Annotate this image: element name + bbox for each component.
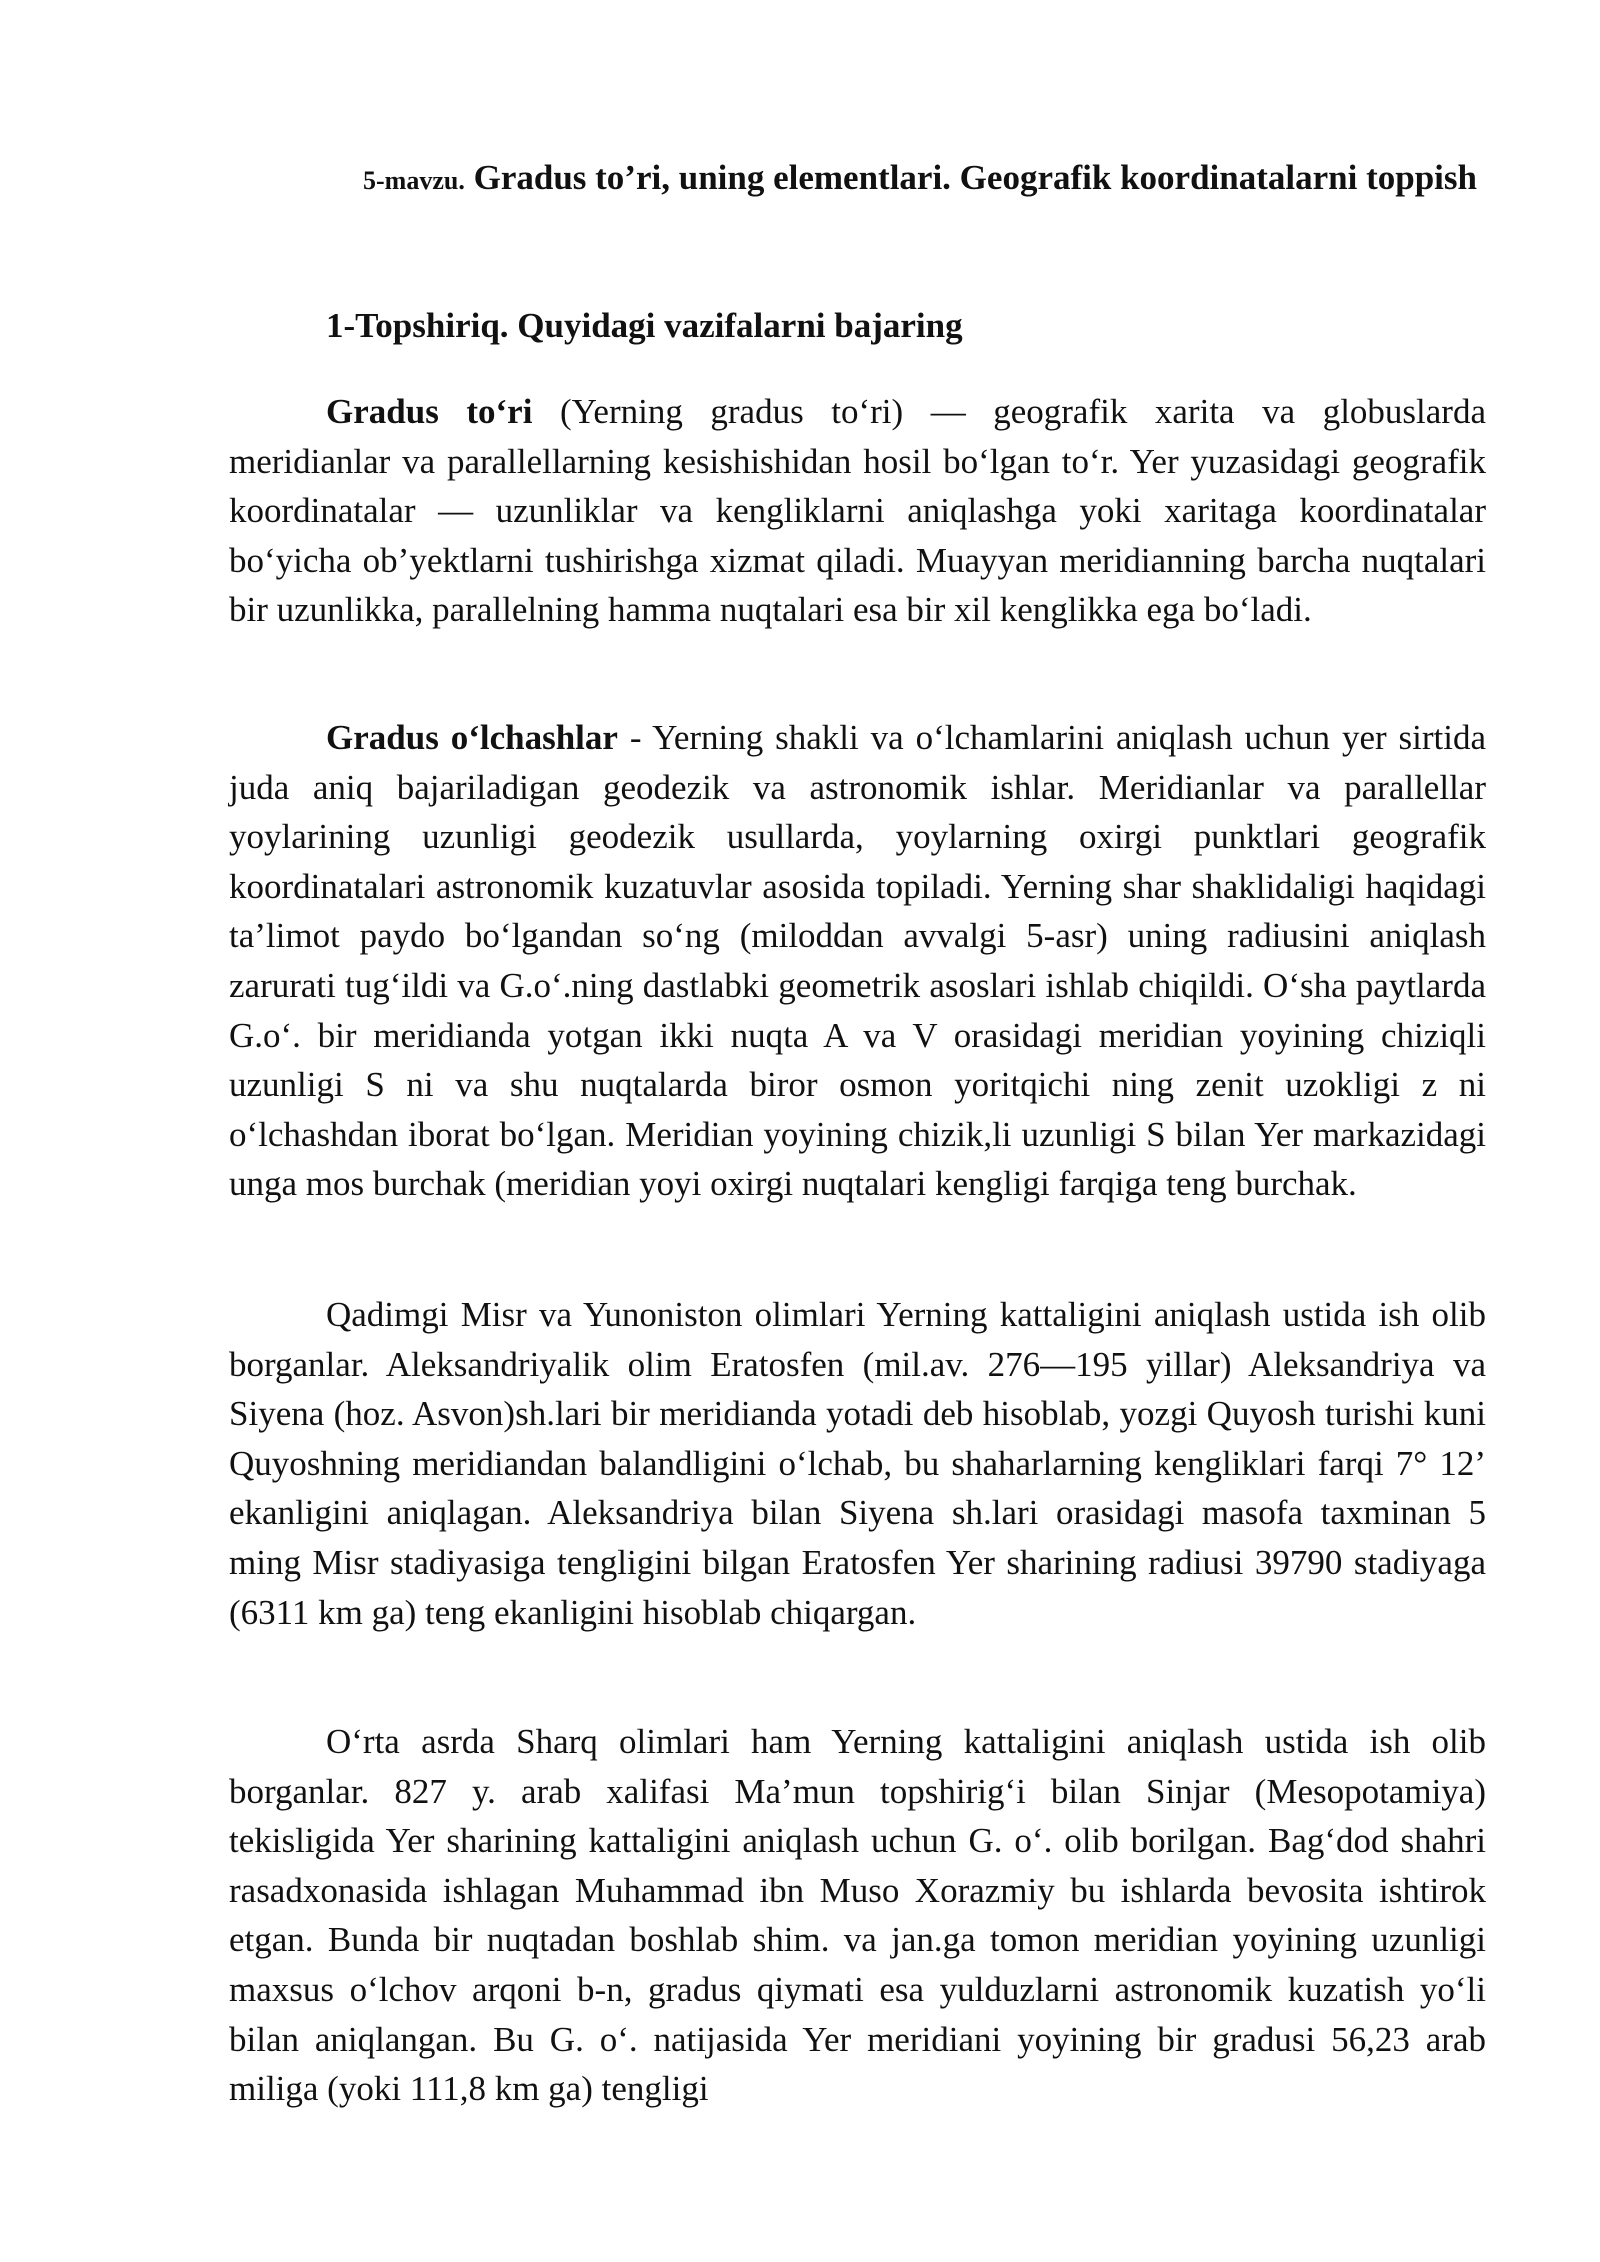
title-prefix: 5-mavzu.	[363, 166, 465, 195]
paragraph-qadimgi-misr	[229, 1290, 1486, 1637]
paragraph-text: - Yerning shakli va o‘lchamlarini aniqlash uchun yer sirtida juda aniq bajariladigan geodezik va astronomik ishlar. Meridianlar va parallellar yoylarining uzunligi geodezik usullarda, yoylarning oxirgi punktlari geografik koordinatalari astronomik kuzatuvlar asosida topiladi. Yerning shar shaklidaligi haqidagi ta’limot paydo bo‘lgandan so‘ng (miloddan avvalgi 5-asr) uning radiusini aniqlash zarurati tug‘ildi va G.o‘.ning dastlabki geometrik asoslari ishlab chiqildi. O‘sha paytlarda G.o‘. bir meridianda yotgan ikki nuqta A va V orasidagi meridian yoyining chiziqli uzunligi S ni va shu nuqtalarda biror osmon yoritqichi ning zenit uzokligi z ni o‘lchashdan iborat bo‘lgan. Meridian yoyining chizik,li uzunligi S bilan Yer markazidagi unga mos burchak (meridian yoyi oxirgi nuqtalari kengligi farqiga teng burchak.	[229, 718, 1487, 1204]
paragraph-gradus-tori	[229, 387, 1486, 635]
paragraph-term: Gradus to‘ri	[326, 392, 533, 431]
task-heading: 1-Topshiriq. Quyidagi vazifalarni bajaring	[326, 306, 963, 345]
paragraph-gradus-olchashlar	[229, 713, 1486, 1209]
document-title	[360, 150, 1480, 209]
paragraph-text: O‘rta asrda Sharq olimlari ham Yerning kattaligini aniqlash ustida ish olib borganlar. 827 y. arab xalifasi Ma’mun topshirig‘i bilan Sinjar (Mesopotamiya) tekisligida Yer sharining kattaligini aniqlash uchun G. o‘. olib borilgan. Bag‘dod shahri rasadxonasida ishlagan Muhammad ibn Muso Xorazmiy bu ishlarda bevosita ishtirok etgan. Bunda bir nuqtadan boshlab shim. va jan.ga tomon meridian yoyining uzunligi maxsus o‘lchov arqoni b-n, gradus qiymati esa yulduzlarni astronomik kuzatish yo‘li bilan aniqlangan. Bu G. o‘. natijasida Yer meridiani yoyining bir gradusi 56,23 arab miliga (yoki 111,8 km ga) tengligi	[229, 1722, 1486, 2109]
paragraph-orta-asr	[229, 1717, 1486, 2114]
paragraph-term: Gradus o‘lchashlar	[326, 718, 618, 757]
paragraph-text: (Yerning gradus to‘ri) — geografik xarita va globuslarda meridianlar va parallellarning kesishishidan hosil bo‘lgan to‘r. Yer yuzasidagi geografik koordinatalar — uzunliklar va kengliklarni aniqlashga yoki xaritaga koordinatalar bo‘yicha ob’yektlarni tushirishga xizmat qiladi. Muayyan meridianning barcha nuqtalari bir uzunlikka, parallelning hamma nuqtalari esa bir xil kenglikka ega bo‘ladi.	[229, 392, 1486, 630]
paragraph-text: Qadimgi Misr va Yunoniston olimlari Yerning kattaligini aniqlash ustida ish olib borganlar. Aleksandriyalik olim Eratosfen (mil.av. 276—195 yillar) Aleksandriya va Siyena (hoz. Asvon)sh.lari bir meridianda yotadi deb hisoblab, yozgi Quyosh turishi kuni Quyoshning meridiandan balandligini o‘lchab, bu shaharlarning kengliklari farqi 7° 12’ ekanligini aniqlagan. Aleksandriya bilan Siyena sh.lari orasidagi masofa taxminan 5 ming Misr stadiyasiga tengligini bilgan Eratosfen Yer sharining radiusi 39790 stadiyaga (6311 km ga) teng ekanligini hisoblab chiqargan.	[229, 1295, 1486, 1632]
title-main: Gradus to’ri, uning elementlari. Geografik koordinatalarni toppish	[473, 158, 1477, 197]
